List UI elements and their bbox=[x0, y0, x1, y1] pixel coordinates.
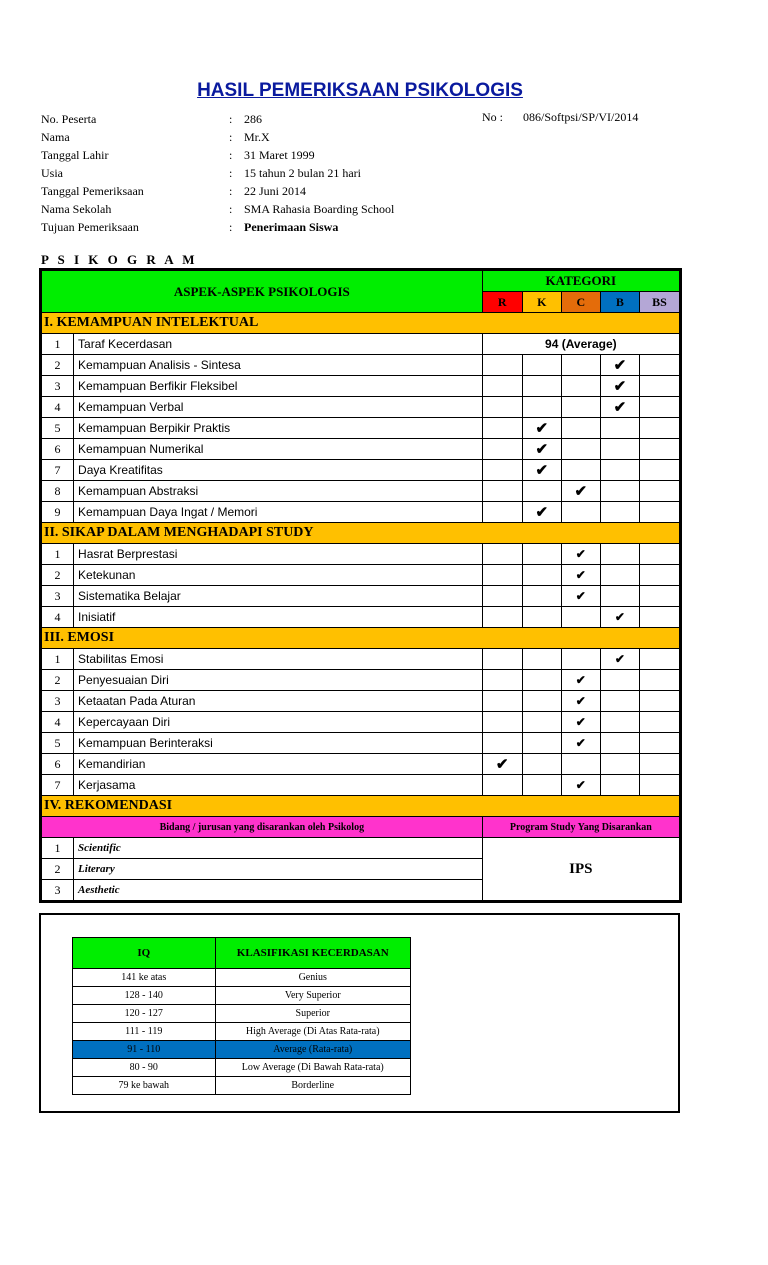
table-row bbox=[73, 987, 411, 1005]
info-colon: : bbox=[229, 202, 233, 216]
check-icon: ✔ bbox=[561, 544, 600, 565]
row-number: 6 bbox=[42, 439, 74, 460]
row-label: Inisiatif bbox=[74, 607, 483, 628]
check-icon: ✔ bbox=[600, 607, 639, 628]
row-number: 3 bbox=[42, 691, 74, 712]
row-label: Kemampuan Berinteraksi bbox=[74, 733, 483, 754]
check-icon: ✔ bbox=[522, 502, 561, 523]
kategori-header: KATEGORI bbox=[482, 271, 679, 292]
table-row bbox=[42, 481, 680, 502]
row-number: 1 bbox=[42, 334, 74, 355]
info-label: Nama Sekolah bbox=[41, 202, 112, 216]
psikogram-label: P S I K O G R A M bbox=[41, 252, 198, 267]
iq-class: Genius bbox=[215, 969, 411, 987]
iq-range: 91 - 110 bbox=[73, 1041, 216, 1059]
row-number: 2 bbox=[42, 355, 74, 376]
kategori-b: B bbox=[600, 292, 639, 313]
table-row bbox=[42, 460, 680, 481]
row-label: Literary bbox=[74, 859, 483, 880]
row-number: 7 bbox=[42, 775, 74, 796]
row-label: Daya Kreatifitas bbox=[74, 460, 483, 481]
info-label: Tujuan Pemeriksaan bbox=[41, 220, 139, 234]
table-row bbox=[42, 418, 680, 439]
row-number: 1 bbox=[42, 649, 74, 670]
row-number: 6 bbox=[42, 754, 74, 775]
info-colon: : bbox=[229, 220, 233, 234]
kategori-r: R bbox=[482, 292, 522, 313]
row-label: Aesthetic bbox=[74, 880, 483, 901]
rekomendasi-header-bidang: Bidang / jurusan yang disarankan oleh Psikolog bbox=[42, 817, 483, 838]
row-number: 7 bbox=[42, 460, 74, 481]
check-icon: ✔ bbox=[522, 418, 561, 439]
iq-class: Low Average (Di Bawah Rata-rata) bbox=[215, 1059, 411, 1077]
row-label: Ketaatan Pada Aturan bbox=[74, 691, 483, 712]
section-rekomendasi: IV. REKOMENDASI bbox=[42, 796, 680, 817]
row-number: 2 bbox=[42, 670, 74, 691]
info-colon: : bbox=[229, 166, 233, 180]
iq-result: 94 (Average) bbox=[482, 334, 679, 355]
info-label: Usia bbox=[41, 166, 63, 180]
row-label: Kemampuan Berfikir Fleksibel bbox=[74, 376, 483, 397]
iq-class: Borderline bbox=[215, 1077, 411, 1095]
table-row bbox=[42, 586, 680, 607]
kategori-k: K bbox=[522, 292, 561, 313]
psikogram-table bbox=[39, 268, 682, 903]
table-row bbox=[42, 397, 680, 418]
document-title: HASIL PEMERIKSAAN PSIKOLOGIS bbox=[197, 80, 523, 101]
info-label: No. Peserta bbox=[41, 112, 97, 126]
info-value: SMA Rahasia Boarding School bbox=[244, 202, 395, 216]
row-number: 3 bbox=[42, 376, 74, 397]
table-row bbox=[42, 733, 680, 754]
iq-classification-box bbox=[39, 913, 680, 1113]
row-label: Kemampuan Analisis - Sintesa bbox=[74, 355, 483, 376]
check-icon: ✔ bbox=[561, 691, 600, 712]
check-icon: ✔ bbox=[561, 775, 600, 796]
row-number: 8 bbox=[42, 481, 74, 502]
iq-class: Very Superior bbox=[215, 987, 411, 1005]
iq-range: 120 - 127 bbox=[73, 1005, 216, 1023]
table-row bbox=[42, 649, 680, 670]
info-label: Tanggal Lahir bbox=[41, 148, 109, 162]
row-label: Taraf Kecerdasan bbox=[74, 334, 483, 355]
row-number: 1 bbox=[42, 544, 74, 565]
info-value: 286 bbox=[244, 112, 262, 126]
check-icon: ✔ bbox=[561, 670, 600, 691]
info-value: 15 tahun 2 bulan 21 hari bbox=[244, 166, 361, 180]
table-row bbox=[73, 1059, 411, 1077]
row-label: Scientific bbox=[74, 838, 483, 859]
section-sikap-study: II. SIKAP DALAM MENGHADAPI STUDY bbox=[42, 523, 680, 544]
info-colon: : bbox=[229, 148, 233, 162]
info-colon: : bbox=[229, 130, 233, 144]
info-value: 31 Maret 1999 bbox=[244, 148, 315, 162]
iq-class: Superior bbox=[215, 1005, 411, 1023]
table-row bbox=[42, 334, 680, 355]
iq-range: 79 ke bawah bbox=[73, 1077, 216, 1095]
iq-class: High Average (Di Atas Rata-rata) bbox=[215, 1023, 411, 1041]
table-row bbox=[42, 376, 680, 397]
row-label: Kemampuan Berpikir Praktis bbox=[74, 418, 483, 439]
iq-range: 141 ke atas bbox=[73, 969, 216, 987]
table-row bbox=[42, 355, 680, 376]
table-row bbox=[73, 969, 411, 987]
row-label: Kemampuan Daya Ingat / Memori bbox=[74, 502, 483, 523]
check-icon: ✔ bbox=[522, 439, 561, 460]
table-row bbox=[42, 670, 680, 691]
row-number: 9 bbox=[42, 502, 74, 523]
row-label: Kemampuan Abstraksi bbox=[74, 481, 483, 502]
info-label: Tanggal Pemeriksaan bbox=[41, 184, 144, 198]
info-colon: : bbox=[229, 184, 233, 198]
check-icon: ✔ bbox=[600, 397, 639, 418]
iq-class: Average (Rata-rata) bbox=[215, 1041, 411, 1059]
section-kemampuan-intelektual: I. KEMAMPUAN INTELEKTUAL bbox=[42, 313, 680, 334]
row-label: Kemampuan Verbal bbox=[74, 397, 483, 418]
row-label: Kemampuan Numerikal bbox=[74, 439, 483, 460]
info-label: Nama bbox=[41, 130, 70, 144]
table-row bbox=[73, 1005, 411, 1023]
table-row bbox=[42, 607, 680, 628]
rekomendasi-header-program: Program Study Yang Disarankan bbox=[482, 817, 679, 838]
table-row bbox=[42, 565, 680, 586]
iq-range: 80 - 90 bbox=[73, 1059, 216, 1077]
doc-no-label: No : bbox=[482, 110, 503, 124]
table-row bbox=[42, 691, 680, 712]
kategori-c: C bbox=[561, 292, 600, 313]
info-colon: : bbox=[229, 112, 233, 126]
table-row bbox=[42, 439, 680, 460]
row-number: 3 bbox=[42, 880, 74, 901]
check-icon: ✔ bbox=[561, 712, 600, 733]
row-label: Sistematika Belajar bbox=[74, 586, 483, 607]
row-number: 5 bbox=[42, 733, 74, 754]
program-recommended: IPS bbox=[482, 838, 679, 901]
row-label: Kemandirian bbox=[74, 754, 483, 775]
check-icon: ✔ bbox=[600, 649, 639, 670]
row-label: Ketekunan bbox=[74, 565, 483, 586]
row-number: 4 bbox=[42, 607, 74, 628]
table-row bbox=[73, 1023, 411, 1041]
row-number: 1 bbox=[42, 838, 74, 859]
iq-classification-table bbox=[72, 937, 411, 1095]
row-number: 4 bbox=[42, 712, 74, 733]
iq-range: 128 - 140 bbox=[73, 987, 216, 1005]
check-icon: ✔ bbox=[600, 376, 639, 397]
info-value: Penerimaan Siswa bbox=[244, 220, 339, 234]
info-value: Mr.X bbox=[244, 130, 270, 144]
row-label: Stabilitas Emosi bbox=[74, 649, 483, 670]
row-number: 5 bbox=[42, 418, 74, 439]
row-number: 2 bbox=[42, 565, 74, 586]
check-icon: ✔ bbox=[482, 754, 522, 775]
row-label: Penyesuaian Diri bbox=[74, 670, 483, 691]
check-icon: ✔ bbox=[561, 733, 600, 754]
table-row-highlighted bbox=[73, 1041, 411, 1059]
kategori-bs: BS bbox=[639, 292, 679, 313]
klasifikasi-header: KLASIFIKASI KECERDASAN bbox=[215, 938, 411, 969]
row-label: Kerjasama bbox=[74, 775, 483, 796]
table-row bbox=[42, 712, 680, 733]
doc-no-value: 086/Softpsi/SP/VI/2014 bbox=[523, 110, 639, 124]
table-row bbox=[42, 754, 680, 775]
row-number: 3 bbox=[42, 586, 74, 607]
row-number: 2 bbox=[42, 859, 74, 880]
check-icon: ✔ bbox=[522, 460, 561, 481]
row-label: Kepercayaan Diri bbox=[74, 712, 483, 733]
aspek-header: ASPEK-ASPEK PSIKOLOGIS bbox=[42, 271, 483, 313]
info-value: 22 Juni 2014 bbox=[244, 184, 307, 198]
check-icon: ✔ bbox=[561, 565, 600, 586]
check-icon: ✔ bbox=[600, 355, 639, 376]
table-row bbox=[42, 838, 680, 859]
table-row bbox=[73, 1077, 411, 1095]
table-row bbox=[42, 502, 680, 523]
section-emosi: III. EMOSI bbox=[42, 628, 680, 649]
iq-header: IQ bbox=[73, 938, 216, 969]
row-label: Hasrat Berprestasi bbox=[74, 544, 483, 565]
check-icon: ✔ bbox=[561, 586, 600, 607]
table-row bbox=[42, 775, 680, 796]
check-icon: ✔ bbox=[561, 481, 600, 502]
table-row bbox=[42, 544, 680, 565]
row-number: 4 bbox=[42, 397, 74, 418]
iq-range: 111 - 119 bbox=[73, 1023, 216, 1041]
